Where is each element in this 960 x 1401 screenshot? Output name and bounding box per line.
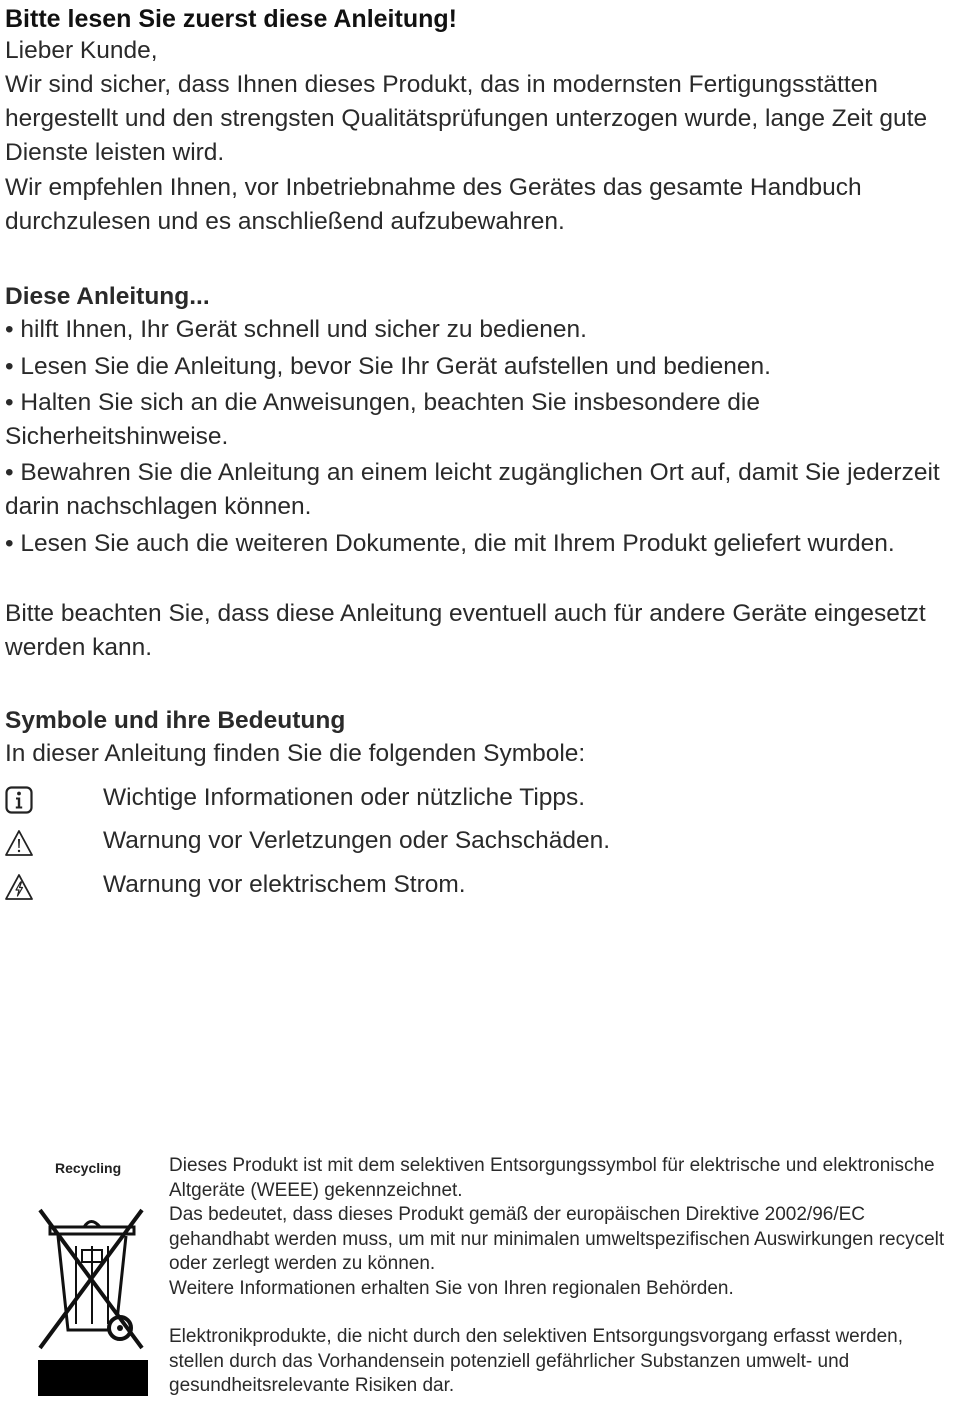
intro-paragraph-2: Wir empfehlen Ihnen, vor Inbetriebnahme des Gerätes das gesamte Handbuch durchzulesen und es anschließend aufzubewahren. [5,174,862,235]
recycling-label: Recycling [55,1160,122,1176]
manual-bullet-1: • hilft Ihnen, Ihr Gerät schnell und sicher zu bedienen. [5,313,955,347]
recycling-paragraph-2: Das bedeutet, dass dieses Produkt gemäß der europäischen Direktive 2002/96/EC gehandhabt werden muss, um mit nur minimalen umweltspezifischen Auswirkungen recycelt oder zerlegt werden zu können. [169,1204,945,1275]
weee-black-bar [38,1360,148,1396]
symbol-text-info: Wichtige Informationen oder nützliche Tipps. [103,784,586,811]
symbol-text-warning: Warnung vor Verletzungen oder Sachschäden. [103,827,611,854]
manual-bullet-3: • Halten Sie sich an die Anweisungen, beachten Sie insbesondere die Sicherheitshinweise. [5,386,955,454]
symbols-heading: Symbole und ihre Bedeutung [5,707,346,734]
info-icon [5,786,33,814]
electric-warning-icon [5,873,33,901]
intro-paragraph-1: Wir sind sicher, dass Ihnen dieses Produkt, das in modernsten Fertigungsstätten hergestellt und den strengsten Qualitätsprüfungen unterzogen wurde, lange Zeit gute Dienste leisten wird. [5,71,928,166]
warning-icon [5,829,33,857]
manual-bullet-2: • Lesen Sie die Anleitung, bevor Sie Ihr Gerät aufstellen und bedienen. [5,350,955,384]
symbol-row-electric [5,868,905,908]
manual-bullet-4: • Bewahren Sie die Anleitung an einem leicht zugänglichen Ort auf, damit Sie jederzeit darin nachschlagen können. [5,456,955,524]
symbol-row-warning [5,824,905,864]
manual-bullet-5: • Lesen Sie auch die weiteren Dokumente, die mit Ihrem Produkt geliefert wurden. [5,527,955,561]
recycling-paragraph-3: Weitere Informationen erhalten Sie von Ihren regionalen Behörden. [169,1278,734,1299]
page-title: Bitte lesen Sie zuerst diese Anleitung! [5,5,457,33]
symbol-row-info [5,781,905,821]
manual-heading: Diese Anleitung... [5,283,210,310]
recycling-paragraph-4: Elektronikprodukte, die nicht durch den selektiven Entsorgungsvorgang erfasst werden, stellen durch das Vorhandensein potenziell gefährlicher Substanzen umwelt- und gesundheitsrelevante Risiken dar. [169,1326,904,1397]
symbols-intro: In dieser Anleitung finden Sie die folgenden Symbole: [5,740,586,767]
greeting: Lieber Kunde, [5,37,158,64]
symbol-text-electric: Warnung vor elektrischem Strom. [103,871,466,898]
recycling-paragraph-1: Dieses Produkt ist mit dem selektiven Entsorgungssymbol für elektrische und elektronische Altgeräte (WEEE) gekennzeichnet. [169,1155,935,1201]
manual-note: Bitte beachten Sie, dass diese Anleitung eventuell auch für andere Geräte eingesetzt werden kann. [5,600,926,661]
